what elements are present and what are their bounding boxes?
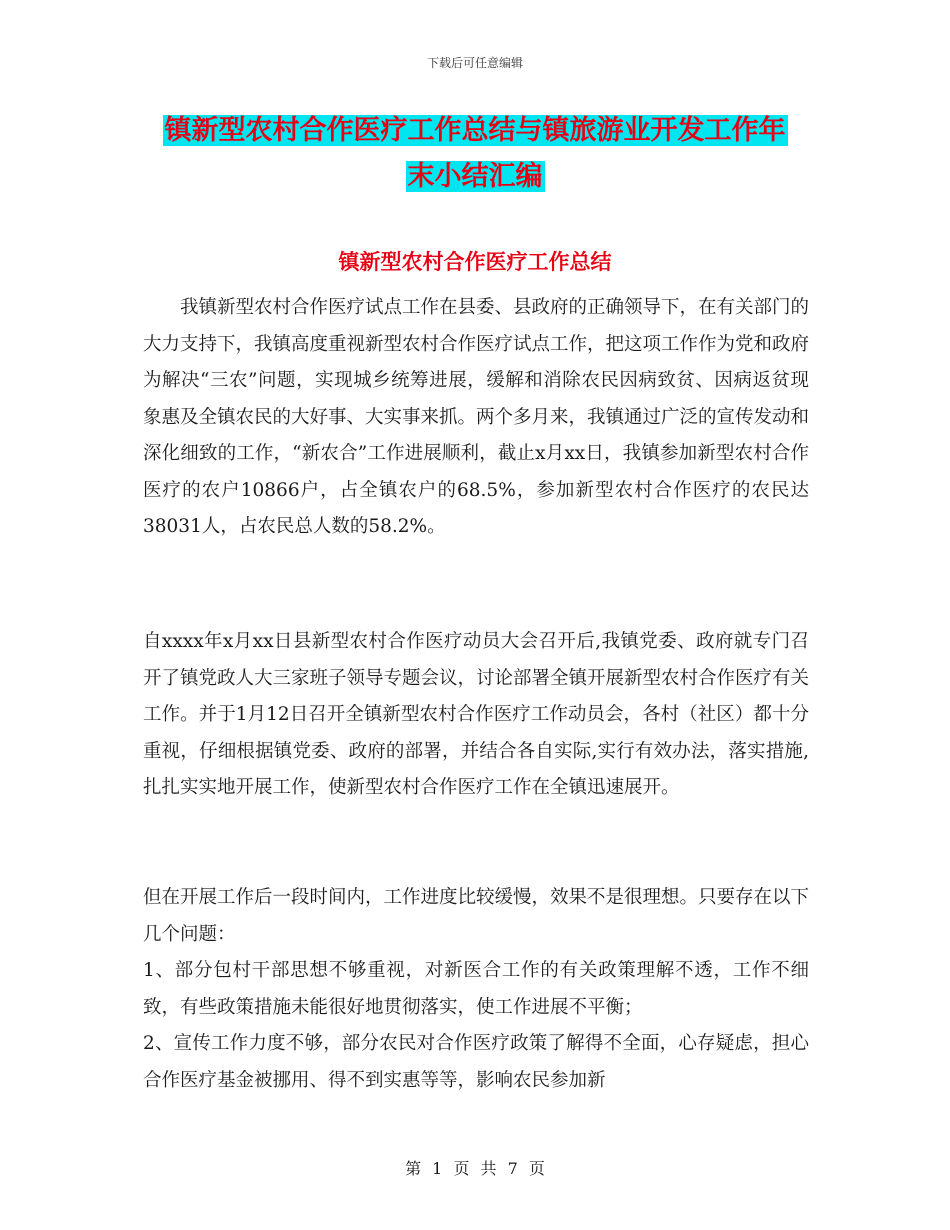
document-title <box>0 108 950 200</box>
section-heading: 镇新型农村合作医疗工作总结 <box>338 250 612 274</box>
paragraph-intro: 我镇新型农村合作医疗试点工作在县委、县政府的正确领导下，在有关部门的大力支持下，我镇高度重视新型农村合作医疗试点工作，把这项工作作为党和政府为解决“三农”问题，实现城乡统筹进展，缓解和消除农民因病致贫、因病返贫现象惠及全镇农民的大好事、大实事来抓。两个多月来，我镇通过广泛的宣传发动和深化细致的工作，“新农合”工作进展顺利，截止x月xx日，我镇参加新型农村合作医疗的农户10866户，占全镇农户的68.5%，参加新型农村合作医疗的农民达38031人，占农民总人数的58.2%。 <box>143 297 810 537</box>
problem-item-2: 2、宣传工作力度不够，部分农民对合作医疗政策了解得不全面，心存疑虑，担心合作医疗基金被挪用、得不到实惠等等，影响农民参加新 <box>143 1033 809 1091</box>
page-number: 第 1 页 共 7 页 <box>405 1159 545 1178</box>
problem-item-1: 1、部分包村干部思想不够重视，对新医合工作的有关政策理解不透，工作不细致，有些政策措施未能很好地贯彻落实，使工作进展不平衡； <box>143 960 809 1018</box>
problems-intro: 但在开展工作后一段时间内，工作进度比较缓慢，效果不是很理想。只要存在以下几个问题： <box>143 887 810 945</box>
paragraph-problems <box>143 880 809 1099</box>
paragraph-meeting: 自xxxx年x月xx日县新型农村合作医疗动员大会召开后,我镇党委、政府就专门召开了镇党政人大三家班子领导专题会议，讨论部署全镇开展新型农村合作医疗有关工作。并于1月12日召开全镇新型农村合作医疗工作动员会，各村（社区）都十分重视，仔细根据镇党委、政府的部署，并结合各自实际,实行有效办法，落实措施,扎扎实实地开展工作，使新型农村合作医疗工作在全镇迅速展开。 <box>143 631 810 798</box>
document-title-line1: 镇新型农村合作医疗工作总结与镇旅游业开发工作年 <box>164 115 786 146</box>
page-header-note: 下载后可任意编辑 <box>426 56 523 70</box>
document-title-line2: 末小结汇编 <box>407 161 543 192</box>
